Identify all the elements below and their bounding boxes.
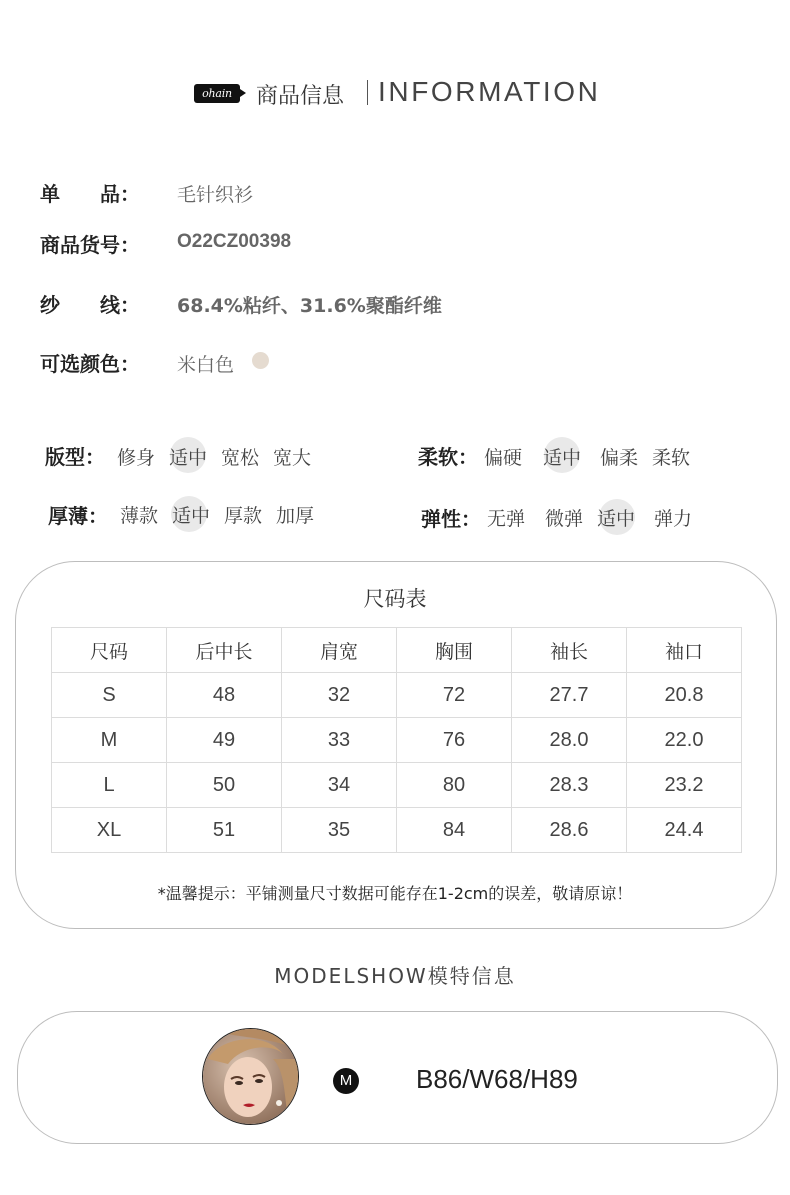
size-disclaimer: *温馨提示：平铺测量尺寸数据可能存在1-2cm的误差，敬请原谅！ (157, 884, 633, 903)
table-cell: 20.8 (627, 673, 742, 718)
fit-option: 修身 (117, 447, 156, 469)
table-cell: 28.3 (512, 763, 627, 808)
thickness-option: 薄款 (120, 505, 159, 527)
info-label-yarn: 纱 线： (40, 293, 140, 317)
thickness-option: 厚款 (224, 505, 263, 527)
attr-label-elasticity: 弹性： (421, 507, 481, 531)
brand-logo: ohain (194, 84, 240, 103)
table-row (52, 718, 742, 763)
table-row (52, 673, 742, 718)
table-header: 袖口 (627, 628, 742, 673)
section-title-cn: 商品信息 (256, 84, 345, 109)
title-divider (367, 80, 368, 105)
model-panel (17, 1011, 778, 1144)
table-cell: 23.2 (627, 763, 742, 808)
table-header-row (52, 628, 742, 673)
size-chart-title: 尺码表 (363, 587, 427, 611)
table-cell: 76 (397, 718, 512, 763)
fit-option: 宽大 (273, 447, 312, 469)
table-cell: 28.6 (512, 808, 627, 853)
table-cell: 51 (167, 808, 282, 853)
softness-option: 偏硬 (484, 447, 523, 469)
table-header: 后中长 (167, 628, 282, 673)
table-cell: 35 (282, 808, 397, 853)
model-section-title: MODELSHOW模特信息 (274, 964, 516, 988)
table-header: 尺码 (52, 628, 167, 673)
model-avatar (202, 1028, 299, 1125)
table-cell: 24.4 (627, 808, 742, 853)
info-label-sku: 商品货号： (40, 233, 140, 257)
table-cell: 50 (167, 763, 282, 808)
table-header: 袖长 (512, 628, 627, 673)
elasticity-option-selected: 适中 (597, 508, 636, 530)
info-label-color: 可选颜色： (40, 352, 140, 376)
table-cell: 49 (167, 718, 282, 763)
softness-option: 偏柔 (600, 447, 639, 469)
table-cell: 34 (282, 763, 397, 808)
size-table (51, 627, 742, 853)
table-header: 肩宽 (282, 628, 397, 673)
table-cell: 80 (397, 763, 512, 808)
attr-label-thickness: 厚薄： (48, 504, 108, 528)
fit-option: 宽松 (221, 447, 260, 469)
fit-option-selected: 适中 (169, 447, 208, 469)
color-swatch[interactable] (252, 352, 269, 369)
attr-label-softness: 柔软： (418, 445, 478, 469)
model-measurements: B86/W68/H89 (416, 1064, 578, 1094)
table-header: 胸围 (397, 628, 512, 673)
table-cell: 27.7 (512, 673, 627, 718)
elasticity-option: 无弹 (487, 508, 526, 530)
thickness-option-selected: 适中 (172, 505, 211, 527)
thickness-option: 加厚 (276, 505, 315, 527)
table-cell: L (52, 763, 167, 808)
table-cell: 72 (397, 673, 512, 718)
table-cell: M (52, 718, 167, 763)
info-value-color: 米白色 (177, 354, 235, 376)
table-cell: S (52, 673, 167, 718)
logo-arrow-icon (240, 89, 246, 97)
table-cell: XL (52, 808, 167, 853)
model-size-badge: M (333, 1068, 359, 1094)
softness-option: 柔软 (652, 447, 691, 469)
info-value-yarn: 68.4%粘纤、31.6%聚酯纤维 (177, 295, 442, 317)
table-cell: 48 (167, 673, 282, 718)
attr-label-fit: 版型： (45, 445, 105, 469)
table-row (52, 808, 742, 853)
table-cell: 33 (282, 718, 397, 763)
info-value-item: 毛针织衫 (177, 184, 254, 206)
info-label-item: 单 品： (40, 182, 140, 206)
section-title-en: INFORMATION (378, 76, 601, 107)
table-cell: 84 (397, 808, 512, 853)
table-row (52, 763, 742, 808)
info-value-sku: O22CZ00398 (177, 231, 292, 252)
table-cell: 28.0 (512, 718, 627, 763)
table-cell: 22.0 (627, 718, 742, 763)
elasticity-option: 微弹 (545, 508, 584, 530)
table-cell: 32 (282, 673, 397, 718)
softness-option-selected: 适中 (543, 447, 582, 469)
elasticity-option: 弹力 (654, 508, 693, 530)
